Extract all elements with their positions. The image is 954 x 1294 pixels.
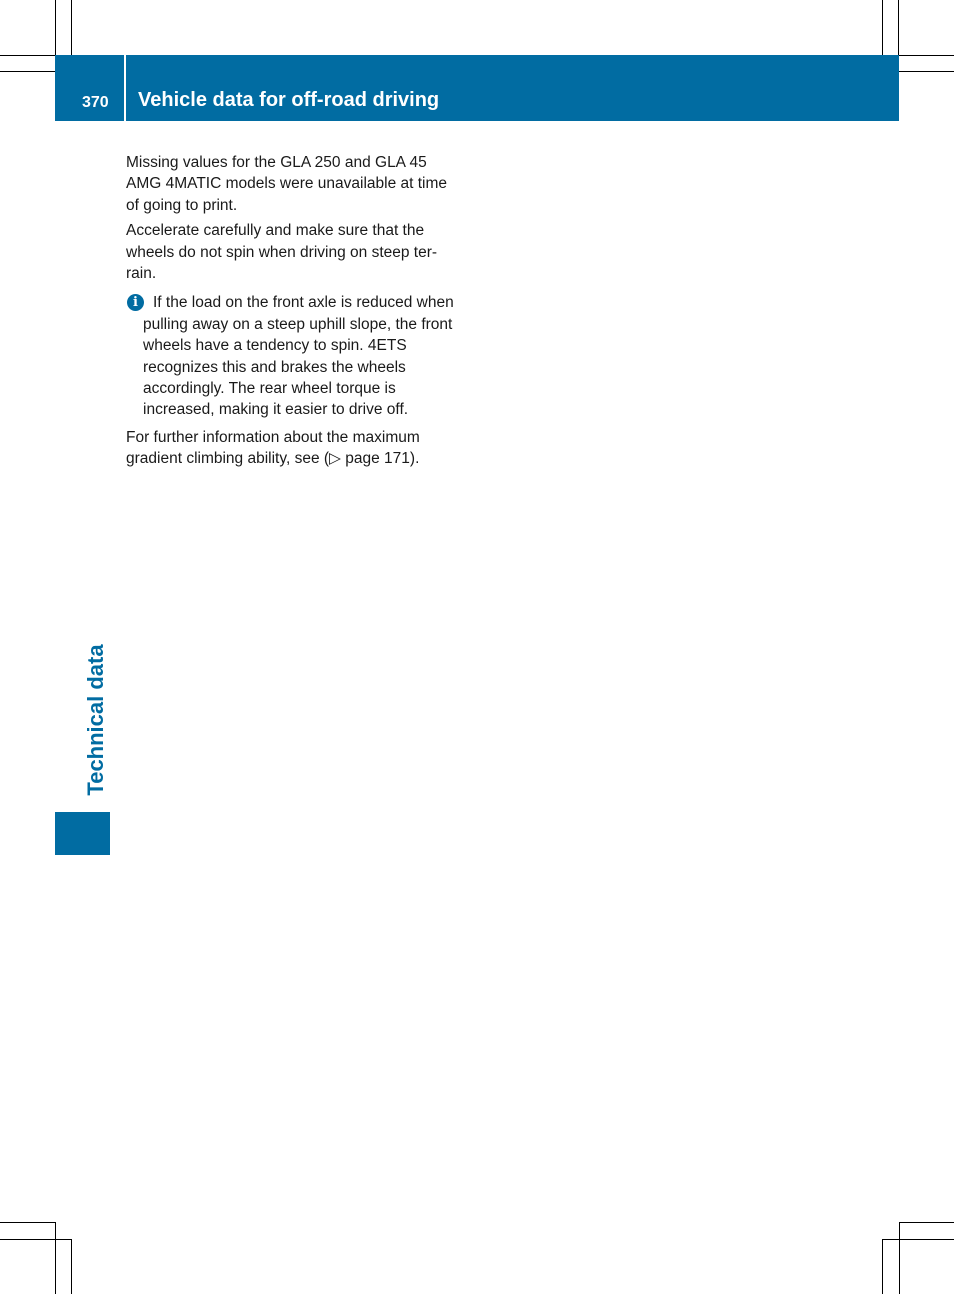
- info-note-text: If the load on the front axle is reduced when pulling away on a steep uphill slope, the front wheels have a tendency to spin. 4ETS recognizes this and brakes the wheels accordingly. The rear wheel torque is increased, making it easier to drive off.: [143, 294, 454, 419]
- crop-mark: [882, 1239, 954, 1240]
- paragraph-missing-values: Missing values for the GLA 250 and GLA 45 AMG 4MATIC models were unavailable at time of going to print.: [126, 154, 448, 214]
- crop-mark: [71, 1239, 72, 1294]
- crop-mark: [71, 0, 72, 55]
- crop-mark: [0, 1222, 55, 1223]
- crop-mark: [882, 0, 883, 55]
- side-tab-label: Technical data: [83, 644, 108, 796]
- paragraph-accelerate: Accelerate carefully and make sure that the wheels do not spin when driving on steep ter-rain.: [126, 222, 438, 283]
- info-icon: i: [127, 294, 144, 311]
- section-title: Vehicle data for off-road driving: [138, 89, 440, 111]
- crop-mark: [55, 1222, 56, 1294]
- crop-mark: [899, 71, 954, 72]
- crop-mark: [0, 55, 55, 56]
- crop-mark: [899, 55, 954, 56]
- crop-mark: [0, 1239, 71, 1240]
- page-number: 370: [82, 94, 109, 111]
- crop-mark: [899, 1222, 900, 1294]
- crop-mark: [55, 0, 56, 55]
- crop-mark: [898, 0, 899, 55]
- header-divider: [124, 55, 126, 121]
- crop-mark: [899, 1222, 954, 1223]
- info-note: [126, 292, 462, 420]
- crop-mark: [882, 1239, 883, 1294]
- body-content: [126, 152, 462, 474]
- crop-mark: [0, 71, 55, 72]
- paragraph-further-info: For further information about the maximum gradient climbing ability, see (▷ page 171).: [126, 428, 420, 468]
- side-tab-block: [55, 812, 110, 855]
